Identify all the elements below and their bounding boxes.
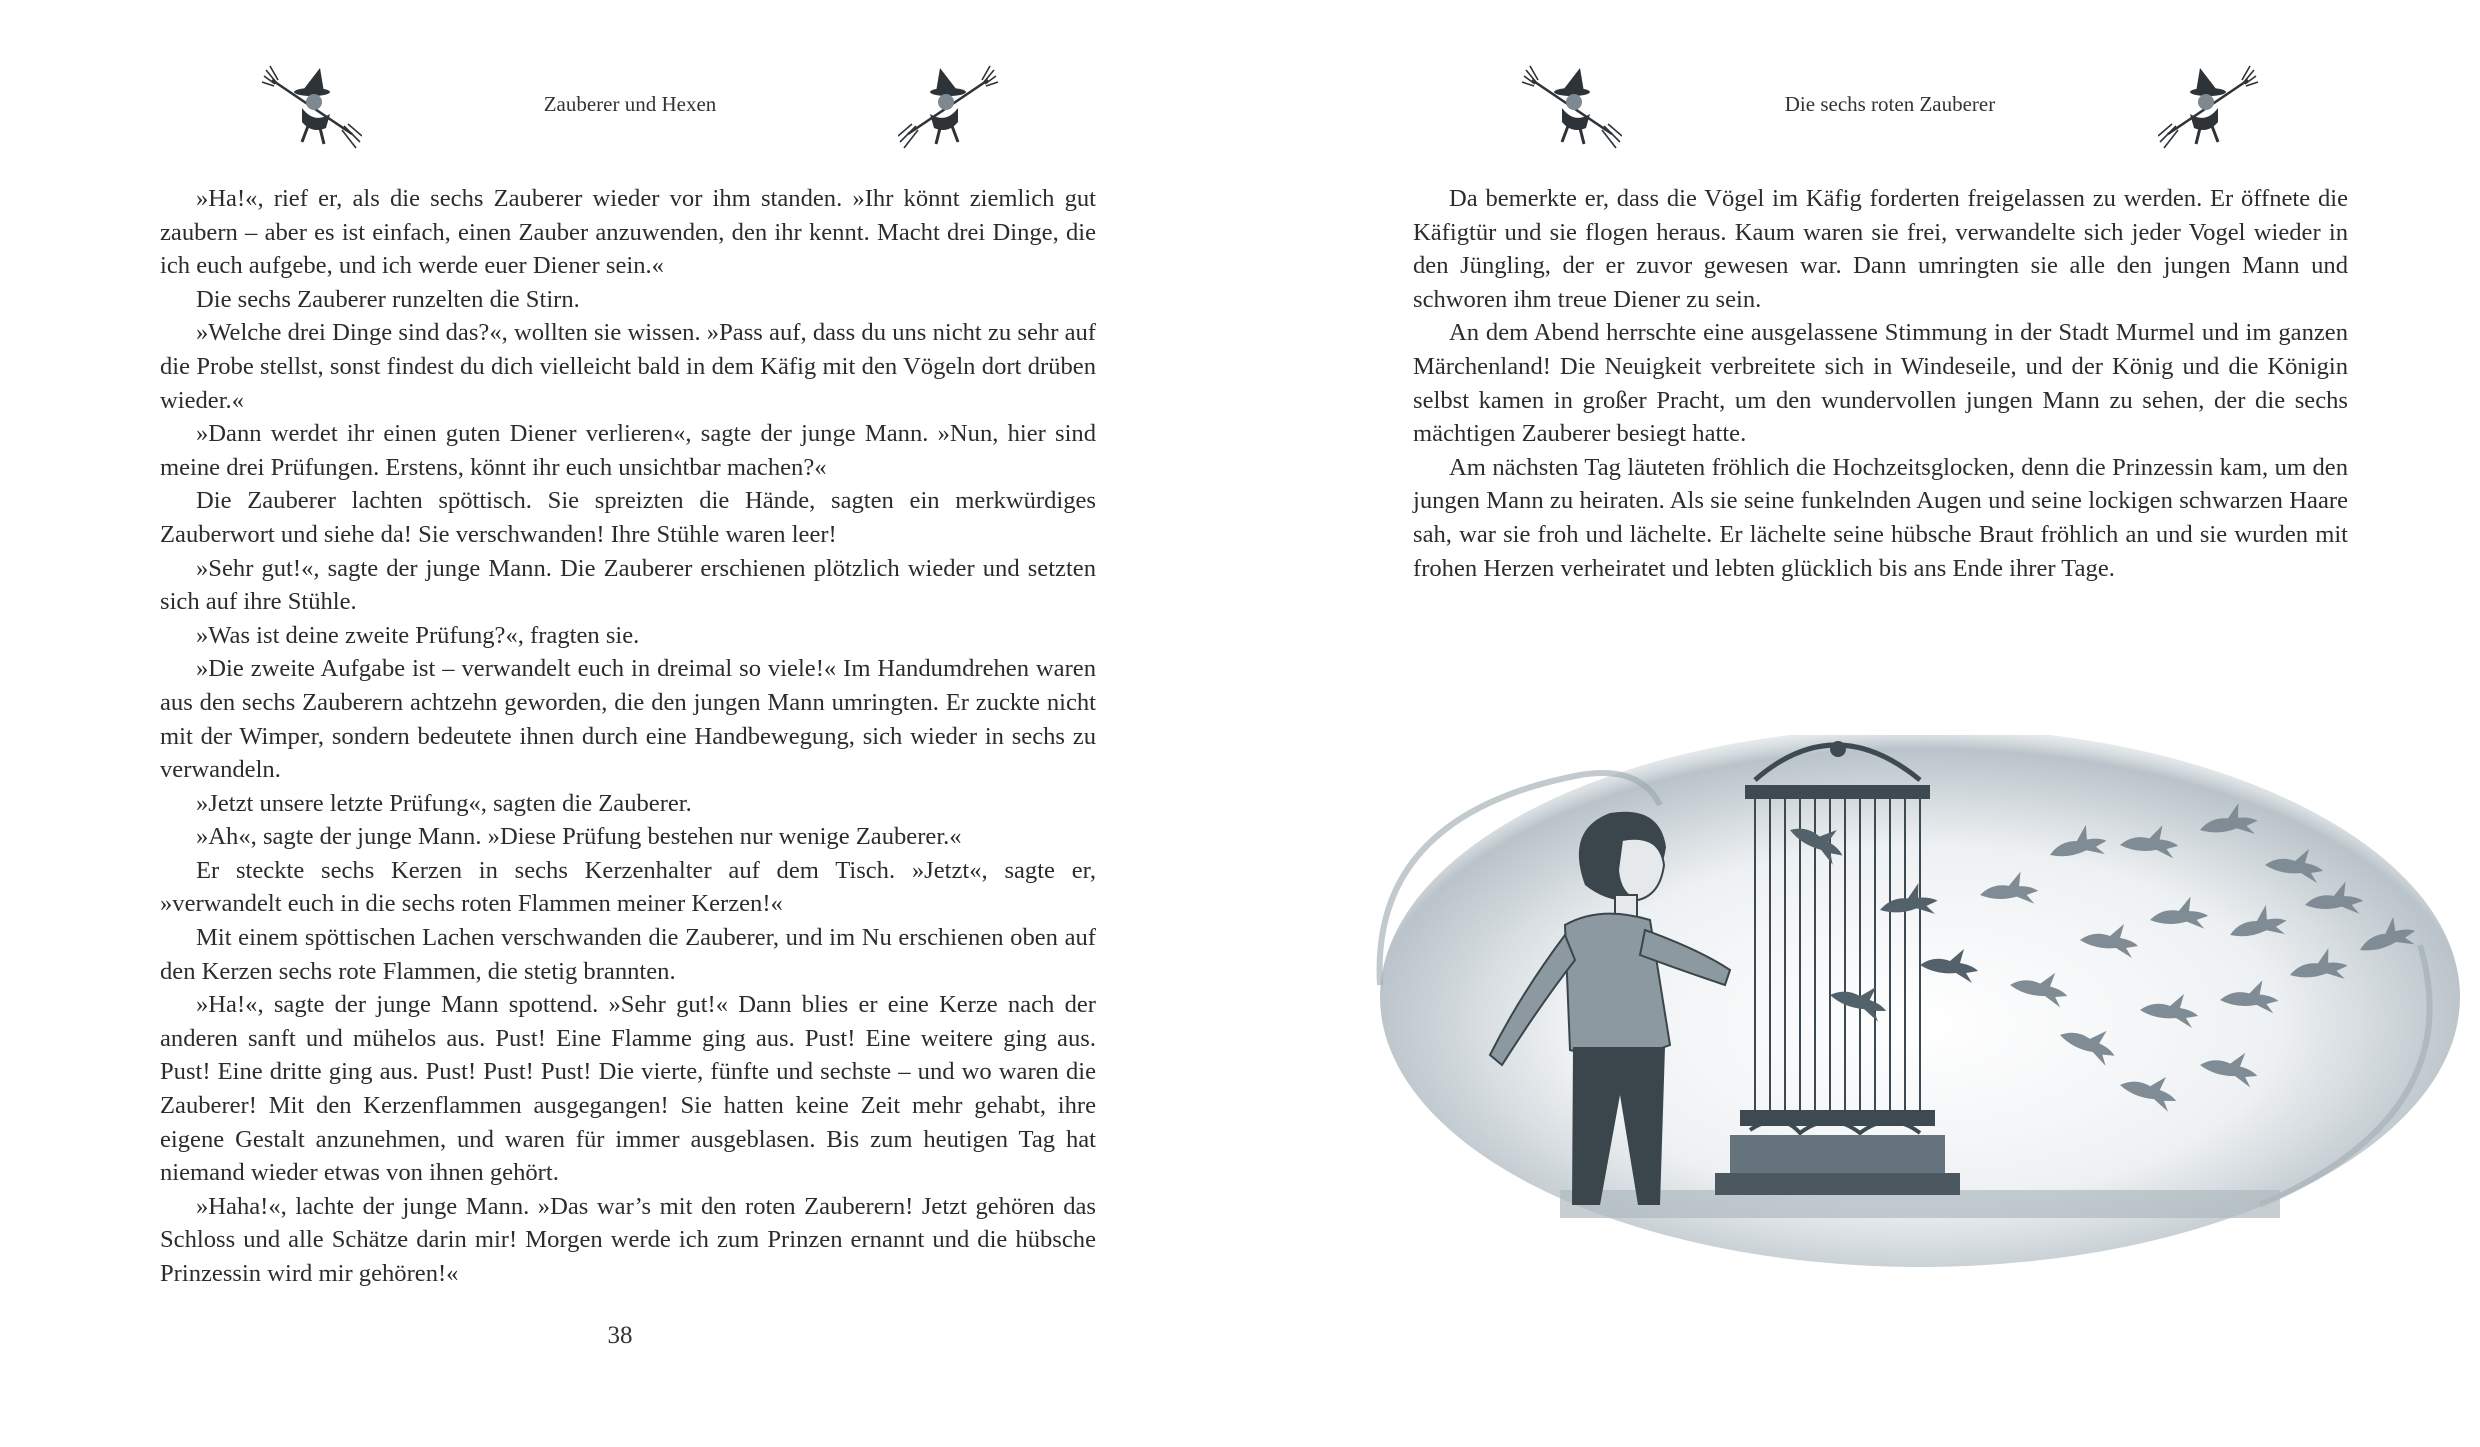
body-text bbox=[160, 182, 1096, 1291]
paragraph: »Ha!«, rief er, als die sechs Zauberer wieder vor ihm standen. »Ihr könnt ziemlich gut zaubern – aber es ist einfach, einen Zauber anzuwenden, den ihr kennt. Macht drei Dinge, die ich euch aufgebe, und ich werde euer Diener sein.« bbox=[160, 185, 1096, 280]
paragraph: »Jetzt unsere letzte Prüfung«, sagten die Zauberer. bbox=[196, 789, 692, 817]
running-header bbox=[1510, 62, 2270, 152]
paragraph: »Welche drei Dinge sind das?«, wollten sie wissen. »Pass auf, dass du uns nicht zu sehr auf die Probe stellst, sonst findest du dich vielleicht bald in dem Käfig mit den Vögeln dort drüben wieder.« bbox=[160, 319, 1096, 414]
paragraph: »Was ist deine zweite Prüfung?«, fragten sie. bbox=[196, 621, 640, 649]
paragraph: Er steckte sechs Kerzen in sechs Kerzenhalter auf dem Tisch. »Jetzt«, sagte er, »verwandelt euch in die sechs roten Flammen meiner Kerzen!« bbox=[160, 856, 1096, 918]
running-header bbox=[250, 62, 1010, 152]
paragraph: »Haha!«, lachte der junge Mann. »Das war’s mit den roten Zauberern! Jetzt gehören das Schloss und alle Schätze darin mir! Morgen werde ich zum Prinzen ernannt und die hübsche Prinzessin wird mir gehören!« bbox=[160, 1192, 1096, 1287]
paragraph: »Die zweite Aufgabe ist – verwandelt euch in dreimal so viele!« Im Handumdrehen waren aus den sechs Zauberern achtzehn geworden, die den jungen Mann umringten. Er zuckte nicht mit der Wimper, sondern bedeutete ihnen durch eine Handbewegung, sich wieder in sechs zu verwandeln. bbox=[160, 655, 1096, 784]
running-head-title: Die sechs roten Zauberer bbox=[1784, 92, 1996, 116]
paragraph: »Dann werdet ihr einen guten Diener verlieren«, sagte der junge Mann. »Nun, hier sind meine drei Prüfungen. Erstens, könnt ihr euch unsichtbar machen?« bbox=[160, 420, 1096, 481]
witch-on-broom-icon bbox=[898, 62, 998, 152]
young-man-releasing-birds-from-cage-illustration bbox=[1360, 735, 2470, 1315]
paragraph: Da bemerkte er, dass die Vögel im Käfig forderten freigelassen zu werden. Er öffnete die Käfigtür und sie flogen heraus. Kaum waren sie frei, verwandelte sich jeder Vogel wieder in den Jüngling, der er zuvor gewesen war. Dann umringten sie alle den jungen Mann und schworen ihm treue Diener zu sein. bbox=[1413, 185, 2348, 313]
paragraph: »Ha!«, sagte der junge Mann spottend. »Sehr gut!« Dann blies er eine Kerze nach der anderen sanft und mühelos aus. Pust! Eine Flamme ging aus. Pust! Eine weitere ging aus. Pust! Eine dritte ging aus. Pust! Pust! Pust! Die vierte, fünfte und sechste – und wo waren die Zauberer! Mit den Kerzenflammen ausgegangen! Sie hatten keine Zeit mehr gehabt, ihre eigene Gestalt anzunehmen, und waren für immer ausgeblasen. Bis zum heutigen Tag hat niemand wieder etwas von ihnen gehört. bbox=[160, 991, 1096, 1187]
paragraph: An dem Abend herrschte eine ausgelassene Stimmung in der Stadt Murmel und im ganzen Märchenland! Die Neuigkeit verbreitete sich in Windeseile, und der König und die Königin selbst kamen in großer Pracht, um den wundervollen jungen Mann zu sehen, der die sechs mächtigen Zauberer besiegt hatte. bbox=[1413, 319, 2348, 448]
paragraph: Die Zauberer lachten spöttisch. Sie spreizten die Hände, sagten ein merkwürdiges Zauberwort und siehe da! Sie verschwanden! Ihre Stühle waren leer! bbox=[160, 487, 1096, 548]
paragraph: »Sehr gut!«, sagte der junge Mann. Die Zauberer erschienen plötzlich wieder und setzten sich auf ihre Stühle. bbox=[160, 554, 1096, 616]
paragraph: Mit einem spöttischen Lachen verschwanden die Zauberer, und im Nu erschienen oben auf den Kerzen sechs rote Flammen, die stetig brannten. bbox=[160, 924, 1096, 985]
page-number: 38 bbox=[607, 1322, 633, 1349]
paragraph: Am nächsten Tag läuteten fröhlich die Hochzeitsglocken, denn die Prinzessin kam, um den jungen Mann zu heiraten. Als sie seine funkelnden Augen und seine lockigen schwarzen Haare sah, war sie froh und lächelte. Er lächelte seine hübsche Braut fröhlich an und sie wurden mit frohen Herzen verheiratet und lebten glücklich bis ans Ende ihrer Tage. bbox=[1413, 453, 2348, 582]
right-page bbox=[1240, 0, 2480, 1447]
witch-on-broom-icon bbox=[2158, 62, 2258, 152]
paragraph: »Ah«, sagte der junge Mann. »Diese Prüfung bestehen nur wenige Zauberer.« bbox=[196, 823, 962, 851]
running-head-title: Zauberer und Hexen bbox=[543, 92, 717, 116]
paragraph: Die sechs Zauberer runzelten die Stirn. bbox=[196, 285, 580, 313]
body-text bbox=[1413, 182, 2348, 585]
